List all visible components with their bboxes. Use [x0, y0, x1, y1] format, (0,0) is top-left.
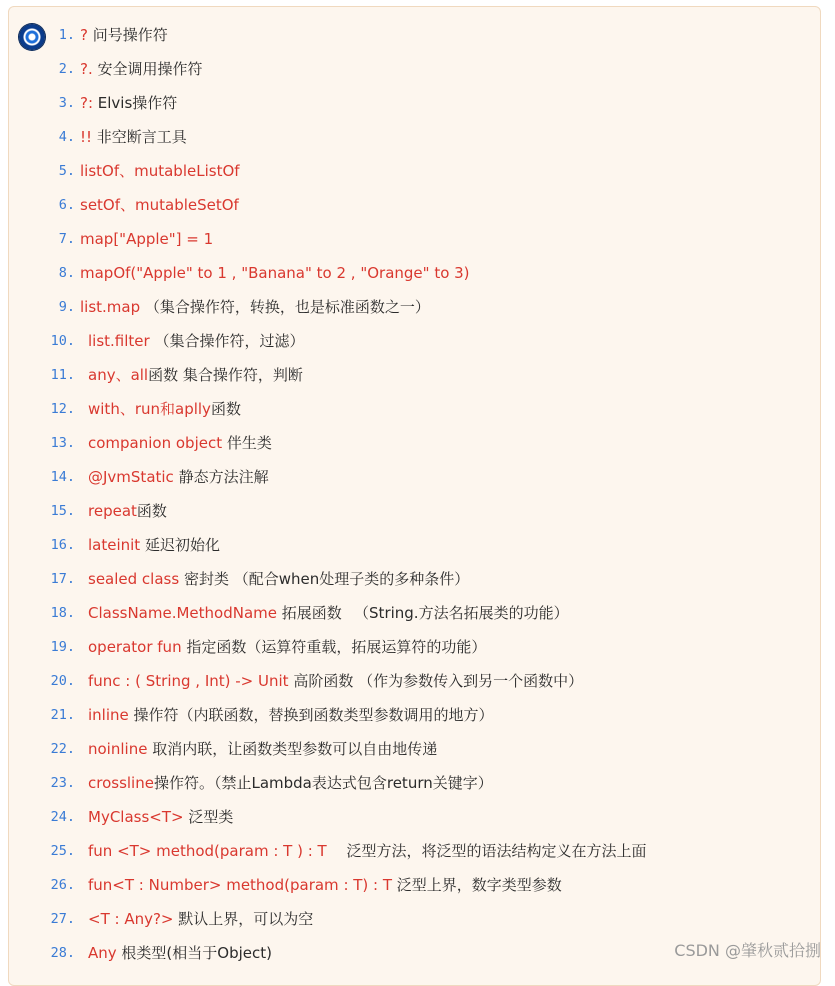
item-number: 16.	[50, 537, 75, 553]
item-description: 问号操作符	[87, 26, 168, 44]
item-content	[88, 698, 494, 732]
list-item	[0, 154, 800, 188]
item-description: （集合操作符，过滤）	[149, 332, 305, 350]
item-description: 高阶函数 （作为参数传入到另一个函数中）	[288, 672, 584, 690]
item-keyword: @JvmStatic	[88, 468, 174, 486]
item-number: 24.	[50, 809, 75, 825]
item-number: 25.	[50, 843, 75, 859]
item-description: Elvis操作符	[93, 94, 178, 112]
kotlin-operator-list	[0, 18, 800, 970]
item-keyword: ClassName.MethodName	[88, 604, 277, 622]
item-content	[88, 392, 241, 426]
list-item	[0, 426, 800, 460]
item-description: 密封类 （配合when处理子类的多种条件）	[179, 570, 470, 588]
list-item	[0, 732, 800, 766]
list-item	[0, 290, 800, 324]
list-item	[0, 324, 800, 358]
item-content	[88, 868, 562, 902]
list-item	[0, 460, 800, 494]
item-number: 10.	[50, 333, 75, 349]
item-content	[88, 324, 304, 358]
item-keyword: ?	[80, 26, 88, 44]
list-item	[0, 902, 800, 936]
item-number: 18.	[50, 605, 75, 621]
list-item	[0, 800, 800, 834]
item-number: 21.	[50, 707, 75, 723]
item-content	[88, 596, 569, 630]
item-content	[88, 630, 486, 664]
item-content	[88, 562, 469, 596]
item-description: 泛型上界，数字类型参数	[392, 876, 562, 894]
item-content	[88, 766, 493, 800]
item-content	[80, 256, 470, 290]
item-content	[88, 664, 583, 698]
item-number: 20.	[50, 673, 75, 689]
item-keyword: func : ( String , Int) -> Unit	[88, 672, 289, 690]
item-content	[88, 460, 269, 494]
item-description: 伴生类	[222, 434, 272, 452]
item-keyword: mapOf("Apple" to 1 , "Banana" to 2 , "Orange" to 3)	[80, 264, 470, 282]
item-content	[80, 188, 239, 222]
item-content	[80, 154, 240, 188]
item-keyword: inline	[88, 706, 129, 724]
list-item	[0, 358, 800, 392]
item-keyword: with、run和aplly	[88, 400, 211, 418]
item-content	[88, 902, 313, 936]
item-number: 9.	[58, 299, 75, 315]
item-number: 5.	[58, 163, 75, 179]
list-item	[0, 188, 800, 222]
item-number: 22.	[50, 741, 75, 757]
item-keyword: setOf、mutableSetOf	[80, 196, 239, 214]
item-description: 非空断言工具	[92, 128, 187, 146]
item-keyword: map["Apple"] = 1	[80, 230, 214, 248]
item-content	[88, 800, 233, 834]
item-content	[88, 528, 220, 562]
item-description: （集合操作符，转换，也是标准函数之一）	[140, 298, 430, 316]
item-number: 12.	[50, 401, 75, 417]
item-content	[88, 936, 272, 970]
item-content	[80, 52, 203, 86]
item-content	[80, 290, 430, 324]
item-description: 延迟初始化	[140, 536, 220, 554]
item-number: 15.	[50, 503, 75, 519]
item-number: 7.	[58, 231, 75, 247]
item-number: 13.	[50, 435, 75, 451]
list-item	[0, 596, 800, 630]
list-item	[0, 392, 800, 426]
item-keyword: list.map	[80, 298, 141, 316]
item-keyword: listOf、mutableListOf	[80, 162, 240, 180]
list-item	[0, 18, 800, 52]
item-description: 函数	[136, 502, 167, 520]
item-keyword: operator fun	[88, 638, 182, 656]
item-keyword: any、all	[88, 366, 149, 384]
item-number: 26.	[50, 877, 75, 893]
item-content	[80, 222, 213, 256]
item-number: 23.	[50, 775, 75, 791]
list-item	[0, 766, 800, 800]
item-content	[88, 358, 303, 392]
item-description: 泛型方法，将泛型的语法结构定义在方法上面	[326, 842, 647, 860]
item-content	[88, 426, 272, 460]
item-content	[88, 834, 647, 868]
list-item	[0, 834, 800, 868]
item-number: 8.	[58, 265, 75, 281]
list-item	[0, 698, 800, 732]
item-description: 函数 集合操作符，判断	[148, 366, 303, 384]
list-item	[0, 494, 800, 528]
item-keyword: ?.	[80, 60, 93, 78]
item-keyword: crossline	[88, 774, 154, 792]
list-item	[0, 52, 800, 86]
item-number: 19.	[50, 639, 75, 655]
item-number: 3.	[58, 95, 75, 111]
item-content	[88, 494, 167, 528]
item-keyword: Any	[88, 944, 117, 962]
item-keyword: sealed class	[88, 570, 180, 588]
item-keyword: ?:	[80, 94, 94, 112]
list-item	[0, 86, 800, 120]
list-item	[0, 630, 800, 664]
item-description: 根类型(相当于Object)	[116, 944, 272, 962]
item-number: 1.	[58, 27, 75, 43]
list-item	[0, 222, 800, 256]
item-content	[88, 732, 437, 766]
item-number: 6.	[58, 197, 75, 213]
item-keyword: companion object	[88, 434, 223, 452]
item-description: 操作符（内联函数，替换到函数类型参数调用的地方）	[128, 706, 494, 724]
item-number: 2.	[58, 61, 75, 77]
item-description: 指定函数（运算符重载，拓展运算符的功能）	[181, 638, 487, 656]
list-item	[0, 256, 800, 290]
list-item	[0, 664, 800, 698]
list-item	[0, 120, 800, 154]
item-keyword: !!	[80, 128, 93, 146]
item-description: 函数	[210, 400, 241, 418]
item-description: 操作符。（禁止Lambda表达式包含return关键字）	[153, 774, 493, 792]
item-description: 安全调用操作符	[92, 60, 203, 78]
item-number: 27.	[50, 911, 75, 927]
item-description: 静态方法注解	[173, 468, 269, 486]
item-number: 14.	[50, 469, 75, 485]
item-keyword: MyClass<T>	[88, 808, 184, 826]
item-number: 17.	[50, 571, 75, 587]
item-description: 泛型类	[183, 808, 234, 826]
item-content	[80, 120, 187, 154]
item-keyword: fun<T : Number> method(param : T) : T	[88, 876, 393, 894]
item-keyword: list.filter	[88, 332, 150, 350]
item-keyword: <T : Any?>	[88, 910, 174, 928]
watermark: CSDN @肇秋贰拾捌	[674, 941, 821, 960]
item-number: 4.	[58, 129, 75, 145]
item-keyword: noinline	[88, 740, 148, 758]
item-number: 28.	[50, 945, 75, 961]
item-description: 拓展函数 （String.方法名拓展类的功能）	[277, 604, 569, 622]
list-item	[0, 528, 800, 562]
item-keyword: fun <T> method(param : T ) : T	[88, 842, 327, 860]
item-content	[80, 18, 168, 52]
list-item	[0, 562, 800, 596]
item-keyword: lateinit	[88, 536, 141, 554]
item-content	[80, 86, 177, 120]
item-number: 11.	[50, 367, 75, 383]
list-item	[0, 868, 800, 902]
item-description: 取消内联，让函数类型参数可以自由地传递	[147, 740, 438, 758]
item-keyword: repeat	[88, 502, 137, 520]
item-description: 默认上界，可以为空	[173, 910, 314, 928]
